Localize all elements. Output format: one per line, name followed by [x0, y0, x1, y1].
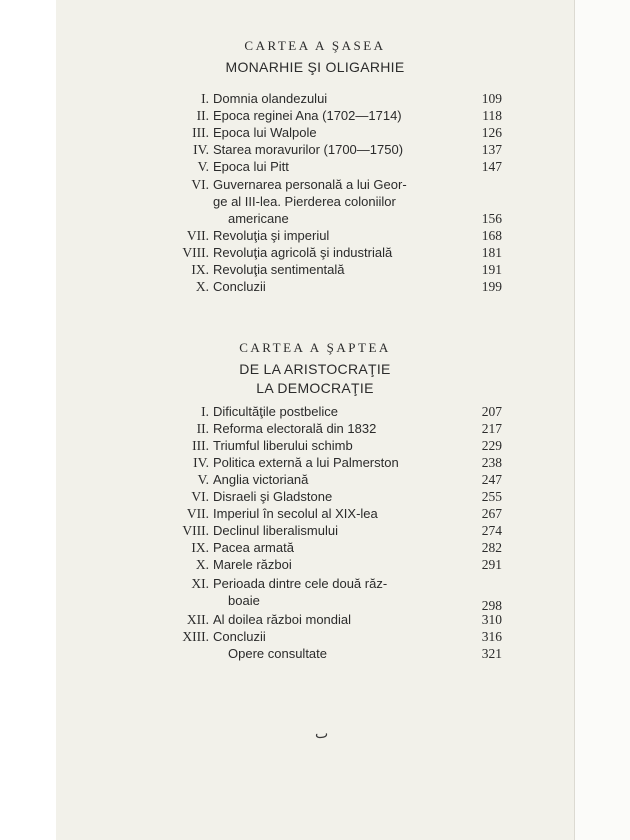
page-number: 168 — [481, 228, 502, 243]
chapter-number: V. — [197, 472, 209, 487]
toc-entry — [56, 576, 574, 593]
toc-entry — [56, 472, 574, 489]
book6-title: MONARHIE ŞI OLIGARHIE — [225, 59, 405, 75]
book7-title-line2: LA DEMOCRAŢIE — [256, 380, 374, 396]
chapter-number: I. — [201, 404, 209, 419]
chapter-number: XIII. — [182, 629, 209, 644]
page-number: 282 — [481, 540, 502, 555]
chapter-number: IV. — [193, 455, 209, 470]
chapter-title-line: Perioada dintre cele două răz- — [213, 576, 388, 591]
page-number: 238 — [481, 455, 502, 470]
chapter-title: Epoca reginei Ana (1702—1714) — [213, 108, 402, 123]
chapter-title: Imperiul în secolul al XIX-lea — [213, 506, 378, 521]
chapter-number: VII. — [186, 228, 209, 243]
chapter-title: Anglia victoriană — [213, 472, 309, 487]
chapter-title: Al doilea război mondial — [213, 612, 352, 627]
chapter-title: Opere consultate — [228, 646, 328, 661]
chapter-title: Revoluţia şi imperiul — [213, 228, 330, 243]
toc-entry-continuation — [56, 593, 574, 613]
page-number: 199 — [481, 279, 502, 294]
toc-entry — [56, 629, 574, 646]
chapter-title: Pacea armată — [213, 540, 294, 555]
chapter-title: Reforma electorală din 1832 — [213, 421, 377, 436]
chapter-number: II. — [196, 421, 209, 436]
toc-entry — [56, 279, 574, 296]
chapter-title-line: ge al III-lea. Pierderea coloniilor — [213, 194, 396, 209]
chapter-number: VIII. — [182, 245, 209, 260]
chapter-title: Domnia olandezului — [213, 91, 328, 106]
chapter-number: VII. — [186, 506, 209, 521]
toc-entry — [56, 438, 574, 455]
chapter-title: Revoluţia sentimentală — [213, 262, 345, 277]
toc-entry — [56, 421, 574, 438]
chapter-number: X. — [195, 279, 209, 294]
toc-entry — [56, 108, 574, 125]
page-number: 229 — [481, 438, 502, 453]
chapter-title: Epoca lui Pitt — [213, 159, 289, 174]
book6-label: CARTEA A ŞASEA — [244, 38, 386, 53]
chapter-title: Disraeli şi Gladstone — [213, 489, 333, 504]
toc-entry — [56, 125, 574, 142]
toc-entry-continuation — [56, 194, 574, 211]
chapter-number: IX. — [191, 262, 209, 277]
page-number: 267 — [481, 506, 502, 521]
page-number: 274 — [481, 523, 502, 538]
chapter-title-line: Guvernarea personală a lui Geor- — [213, 177, 407, 192]
footer-printer-mark: ٮ — [315, 727, 329, 742]
page-number: 255 — [481, 489, 502, 504]
chapter-number: VIII. — [182, 523, 209, 538]
chapter-number: VI. — [191, 489, 209, 504]
page-number: 147 — [481, 159, 502, 174]
toc-entry — [56, 612, 574, 629]
toc-entry — [56, 646, 574, 663]
toc-entry — [56, 540, 574, 557]
chapter-title: Concluzii — [213, 279, 266, 294]
page-number: 298 — [481, 598, 502, 613]
page-number: 310 — [481, 612, 502, 627]
toc-entry-continuation — [56, 211, 574, 228]
toc-entry — [56, 91, 574, 108]
toc-entry — [56, 262, 574, 279]
chapter-number: III. — [192, 125, 209, 140]
page-number: 291 — [481, 557, 502, 572]
toc-entry — [56, 489, 574, 506]
page-number: 191 — [481, 262, 502, 277]
book7-title-line1: DE LA ARISTOCRAŢIE — [239, 361, 391, 377]
page-number: 126 — [481, 125, 502, 140]
chapter-title-line: boaie — [228, 593, 260, 608]
toc-entry — [56, 228, 574, 245]
toc-entry — [56, 142, 574, 159]
chapter-number: II. — [196, 108, 209, 123]
chapter-title: Revoluţia agricolă şi industrială — [213, 245, 393, 260]
page-number: 217 — [481, 421, 502, 436]
chapter-title: Starea moravurilor (1700—1750) — [213, 142, 404, 157]
chapter-title: Marele război — [213, 557, 292, 572]
chapter-number: I. — [201, 91, 209, 106]
toc-entry — [56, 455, 574, 472]
chapter-title: Politica externă a lui Palmerston — [213, 455, 399, 470]
chapter-title-line: americane — [228, 211, 289, 226]
page-number: 181 — [481, 245, 502, 260]
chapter-number: IX. — [191, 540, 209, 555]
toc-entry — [56, 404, 574, 421]
page-number: 156 — [481, 211, 502, 226]
book7-label: CARTEA A ŞAPTEA — [239, 340, 391, 355]
page-edge — [574, 0, 630, 840]
chapter-number: III. — [192, 438, 209, 453]
toc-entry — [56, 177, 574, 194]
toc-entry — [56, 523, 574, 540]
chapter-title: Dificultăţile postbelice — [213, 404, 339, 419]
chapter-number: X. — [195, 557, 209, 572]
chapter-title: Declinul liberalismului — [213, 523, 338, 538]
toc-entry — [56, 159, 574, 176]
page-number: 109 — [481, 91, 502, 106]
page-number: 137 — [481, 142, 502, 157]
page-number: 207 — [481, 404, 502, 419]
chapter-number: V. — [197, 159, 209, 174]
chapter-number: VI. — [191, 177, 209, 192]
page-number: 118 — [482, 108, 502, 123]
page-number: 316 — [481, 629, 502, 644]
toc-entry — [56, 245, 574, 262]
toc-entry — [56, 557, 574, 574]
page-number: 321 — [481, 646, 502, 661]
chapter-title: Epoca lui Walpole — [213, 125, 317, 140]
chapter-number: XI. — [191, 576, 209, 591]
chapter-title: Concluzii — [213, 629, 266, 644]
page-number: 247 — [481, 472, 502, 487]
chapter-number: XII. — [186, 612, 209, 627]
chapter-number: IV. — [193, 142, 209, 157]
toc-entry — [56, 506, 574, 523]
book-page — [56, 0, 574, 840]
chapter-title: Triumful liberului schimb — [213, 438, 353, 453]
